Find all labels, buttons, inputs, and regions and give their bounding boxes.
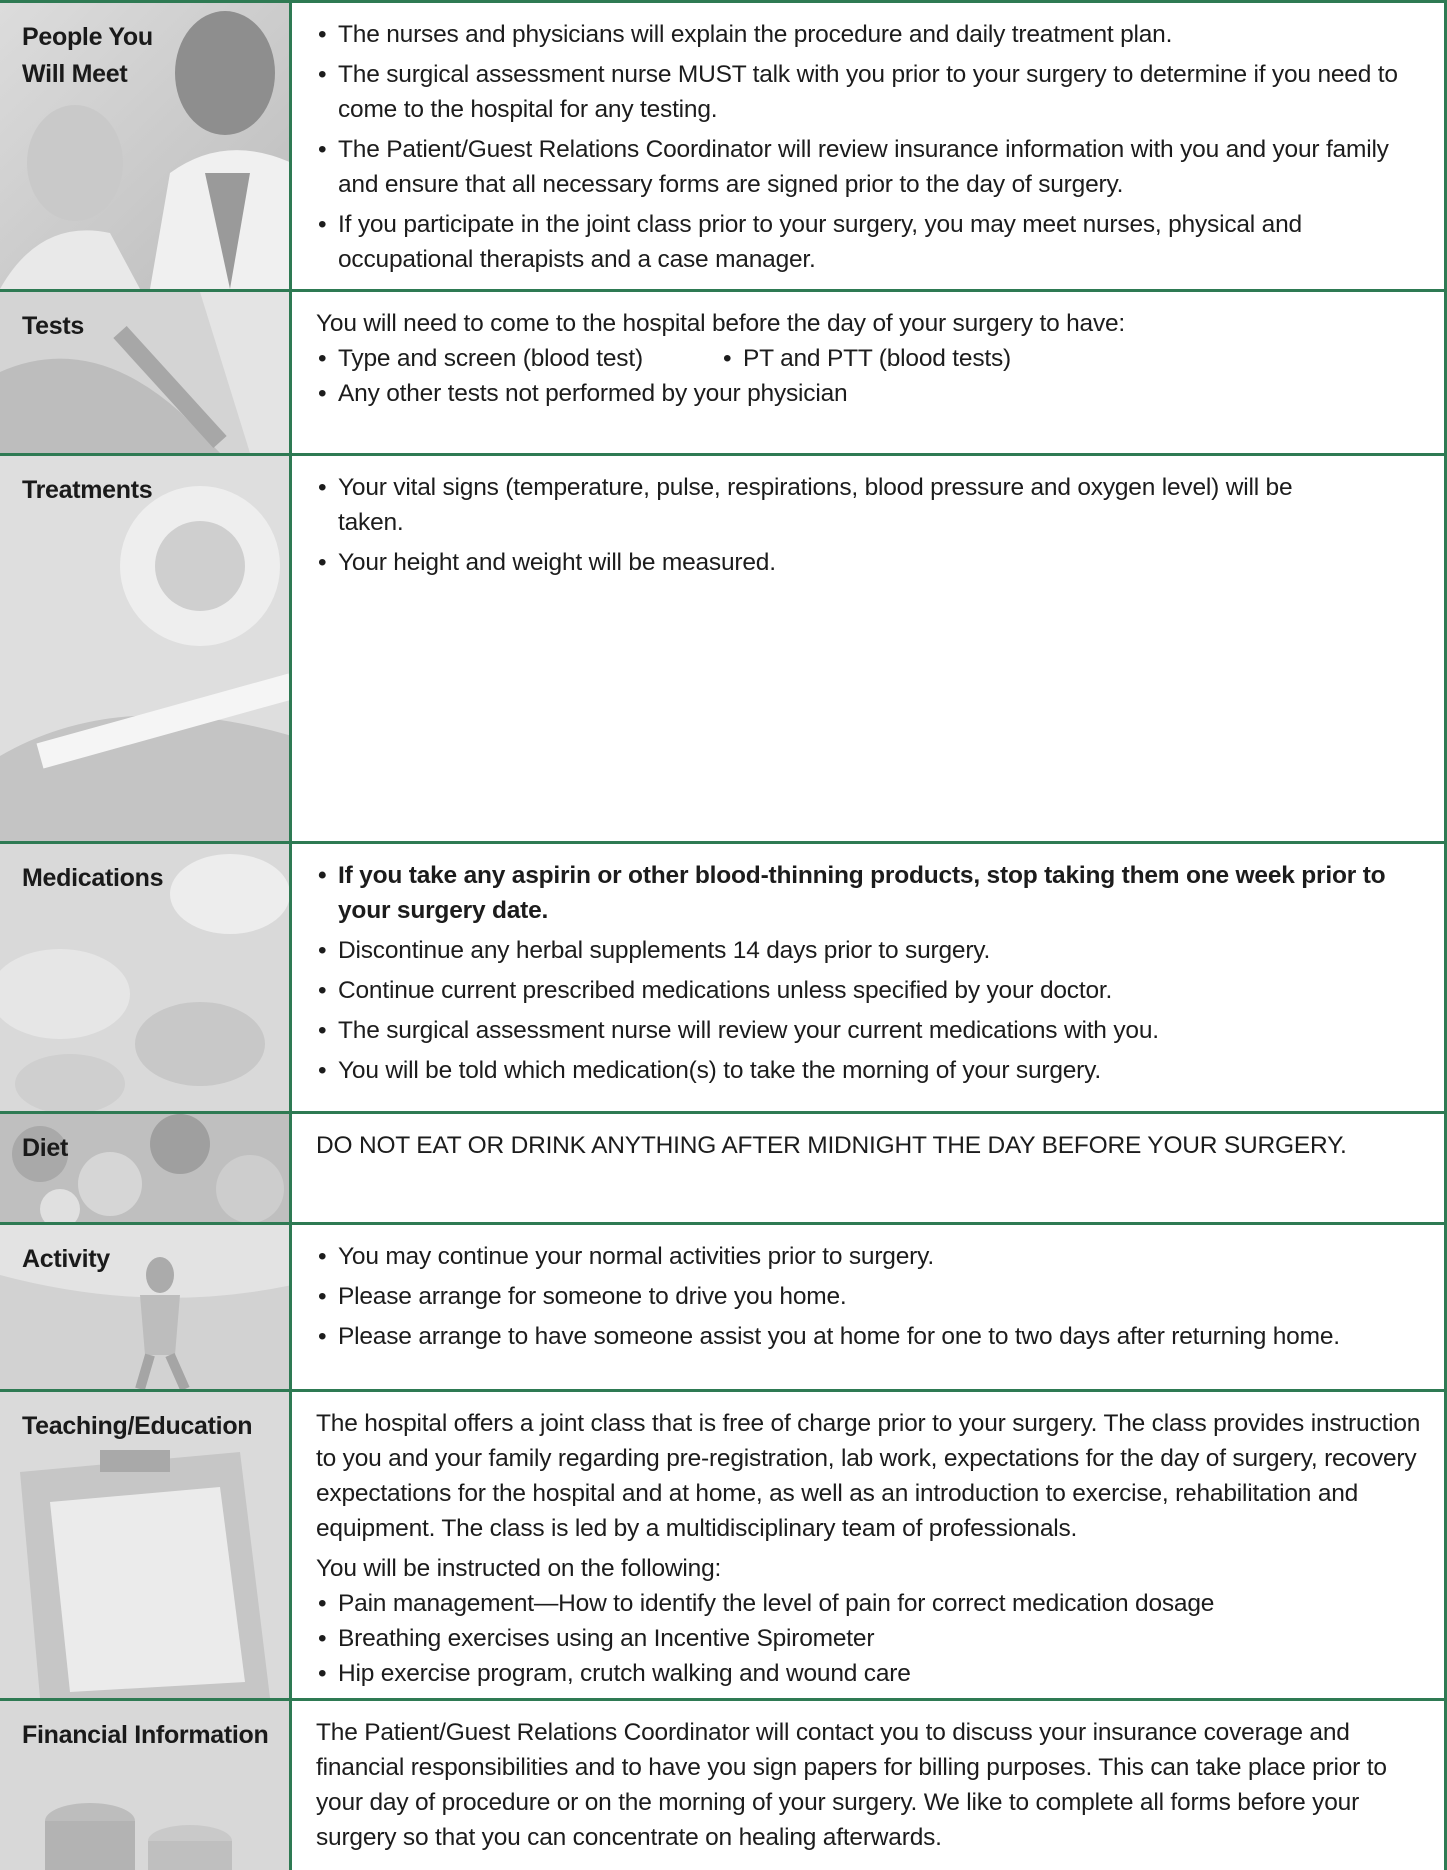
row-content: [292, 292, 1447, 453]
row-content: [292, 1392, 1447, 1698]
row-teaching-education: [0, 1392, 1447, 1701]
bullet-item: • You may continue your normal activities prior to surgery.: [316, 1239, 1425, 1274]
row-label-cell: [0, 844, 292, 1111]
stethoscope-photo: [0, 456, 292, 841]
bullet-item: • Breathing exercises using an Incentive Spirometer: [316, 1621, 1425, 1656]
education-paragraph: The hospital offers a joint class that is free of charge prior to your surgery. The class provides instruction to you and your family regarding pre-registration, lab work, expectations for the day of surgery, recovery expectations for the hospital and at home, as well as an introduction to exercise, rehabilitation and equipment. The class is led by a multidisciplinary team of professionals.: [316, 1410, 1421, 1542]
row-content: [292, 844, 1447, 1111]
row-tests: [0, 292, 1447, 456]
bullet-item: • You will be told which medication(s) to take the morning of your surgery.: [316, 1053, 1425, 1088]
row-label: Medications: [22, 864, 164, 892]
label-line-1: People You: [22, 23, 153, 51]
row-people-you-will-meet: [0, 3, 1447, 292]
bullet-item: • Continue current prescribed medications unless specified by your doctor.: [316, 973, 1425, 1008]
row-label-cell: [0, 1701, 292, 1870]
row-activity: [0, 1225, 1447, 1392]
bullet-item: • Please arrange for someone to drive you home.: [316, 1279, 1425, 1314]
row-label-cell: [0, 1225, 292, 1389]
row-label: Financial Information: [22, 1721, 269, 1749]
bullet-item: • If you participate in the joint class prior to your surgery, you may meet nurses, physical and occupational therapists and a case manager.: [316, 207, 1425, 277]
row-content: [292, 3, 1447, 289]
tests-intro: You will need to come to the hospital before the day of your surgery to have:: [316, 310, 1126, 337]
row-diet: [0, 1114, 1447, 1225]
bullet-item: • PT and PTT (blood tests): [721, 341, 1011, 376]
row-label-cell: [0, 1114, 292, 1222]
bullet-item: • The Patient/Guest Relations Coordinator will review insurance information with you and your family and ensure that all necessary forms are signed prior to the day of surgery.: [316, 132, 1425, 202]
row-label: Diet: [22, 1134, 69, 1162]
row-label: Teaching/Education: [22, 1412, 253, 1440]
bullet-item: • Your vital signs (temperature, pulse, respirations, blood pressure and oxygen level) will be taken.: [316, 470, 1338, 540]
row-financial-information: [0, 1701, 1447, 1870]
row-content: [292, 456, 1447, 841]
row-treatments: [0, 456, 1447, 844]
bullet-item: • Your height and weight will be measured.: [316, 545, 1425, 580]
row-label: [22, 19, 153, 93]
row-label-cell: [0, 3, 292, 289]
bullet-item: • The nurses and physicians will explain the procedure and daily treatment plan.: [316, 17, 1425, 52]
row-label: Tests: [22, 312, 84, 340]
bullet-item: • Discontinue any herbal supplements 14 days prior to surgery.: [316, 933, 1425, 968]
label-line-2: Will Meet: [22, 60, 128, 88]
row-content: [292, 1701, 1447, 1870]
bold-bullet-item: • If you take any aspirin or other blood-thinning products, stop taking them one week prior to your surgery date.: [316, 858, 1425, 928]
row-label-cell: [0, 292, 292, 453]
row-label: Treatments: [22, 476, 153, 504]
education-intro: You will be instructed on the following:: [316, 1555, 722, 1582]
financial-paragraph: The Patient/Guest Relations Coordinator will contact you to discuss your insurance coverage and financial responsibilities and to have you sign papers for billing purposes. This can take place prior to your day of procedure or on the morning of your surgery. We like to complete all forms before your surgery so that you can concentrate on healing afterwards.: [316, 1719, 1387, 1851]
bullet-item: • The surgical assessment nurse MUST talk with you prior to your surgery to determine if you need to come to the hospital for any testing.: [316, 57, 1425, 127]
tests-two-column: [316, 341, 1425, 376]
bullet-item: • The surgical assessment nurse will review your current medications with you.: [316, 1013, 1425, 1048]
bullet-item: • Pain management—How to identify the level of pain for correct medication dosage: [316, 1586, 1425, 1621]
row-content: [292, 1114, 1447, 1222]
row-medications: [0, 844, 1447, 1114]
diet-text: DO NOT EAT OR DRINK ANYTHING AFTER MIDNIGHT THE DAY BEFORE YOUR SURGERY.: [316, 1132, 1347, 1159]
row-label-cell: [0, 456, 292, 841]
row-content: [292, 1225, 1447, 1389]
bullet-item: • Type and screen (blood test): [316, 341, 721, 376]
row-label-cell: [0, 1392, 292, 1698]
bullet-item: • Any other tests not performed by your physician: [316, 376, 1425, 411]
row-label: Activity: [22, 1245, 110, 1273]
bullet-item: • Hip exercise program, crutch walking and wound care: [316, 1656, 1425, 1691]
bullet-item: • Please arrange to have someone assist you at home for one to two days after returning home.: [316, 1319, 1425, 1354]
